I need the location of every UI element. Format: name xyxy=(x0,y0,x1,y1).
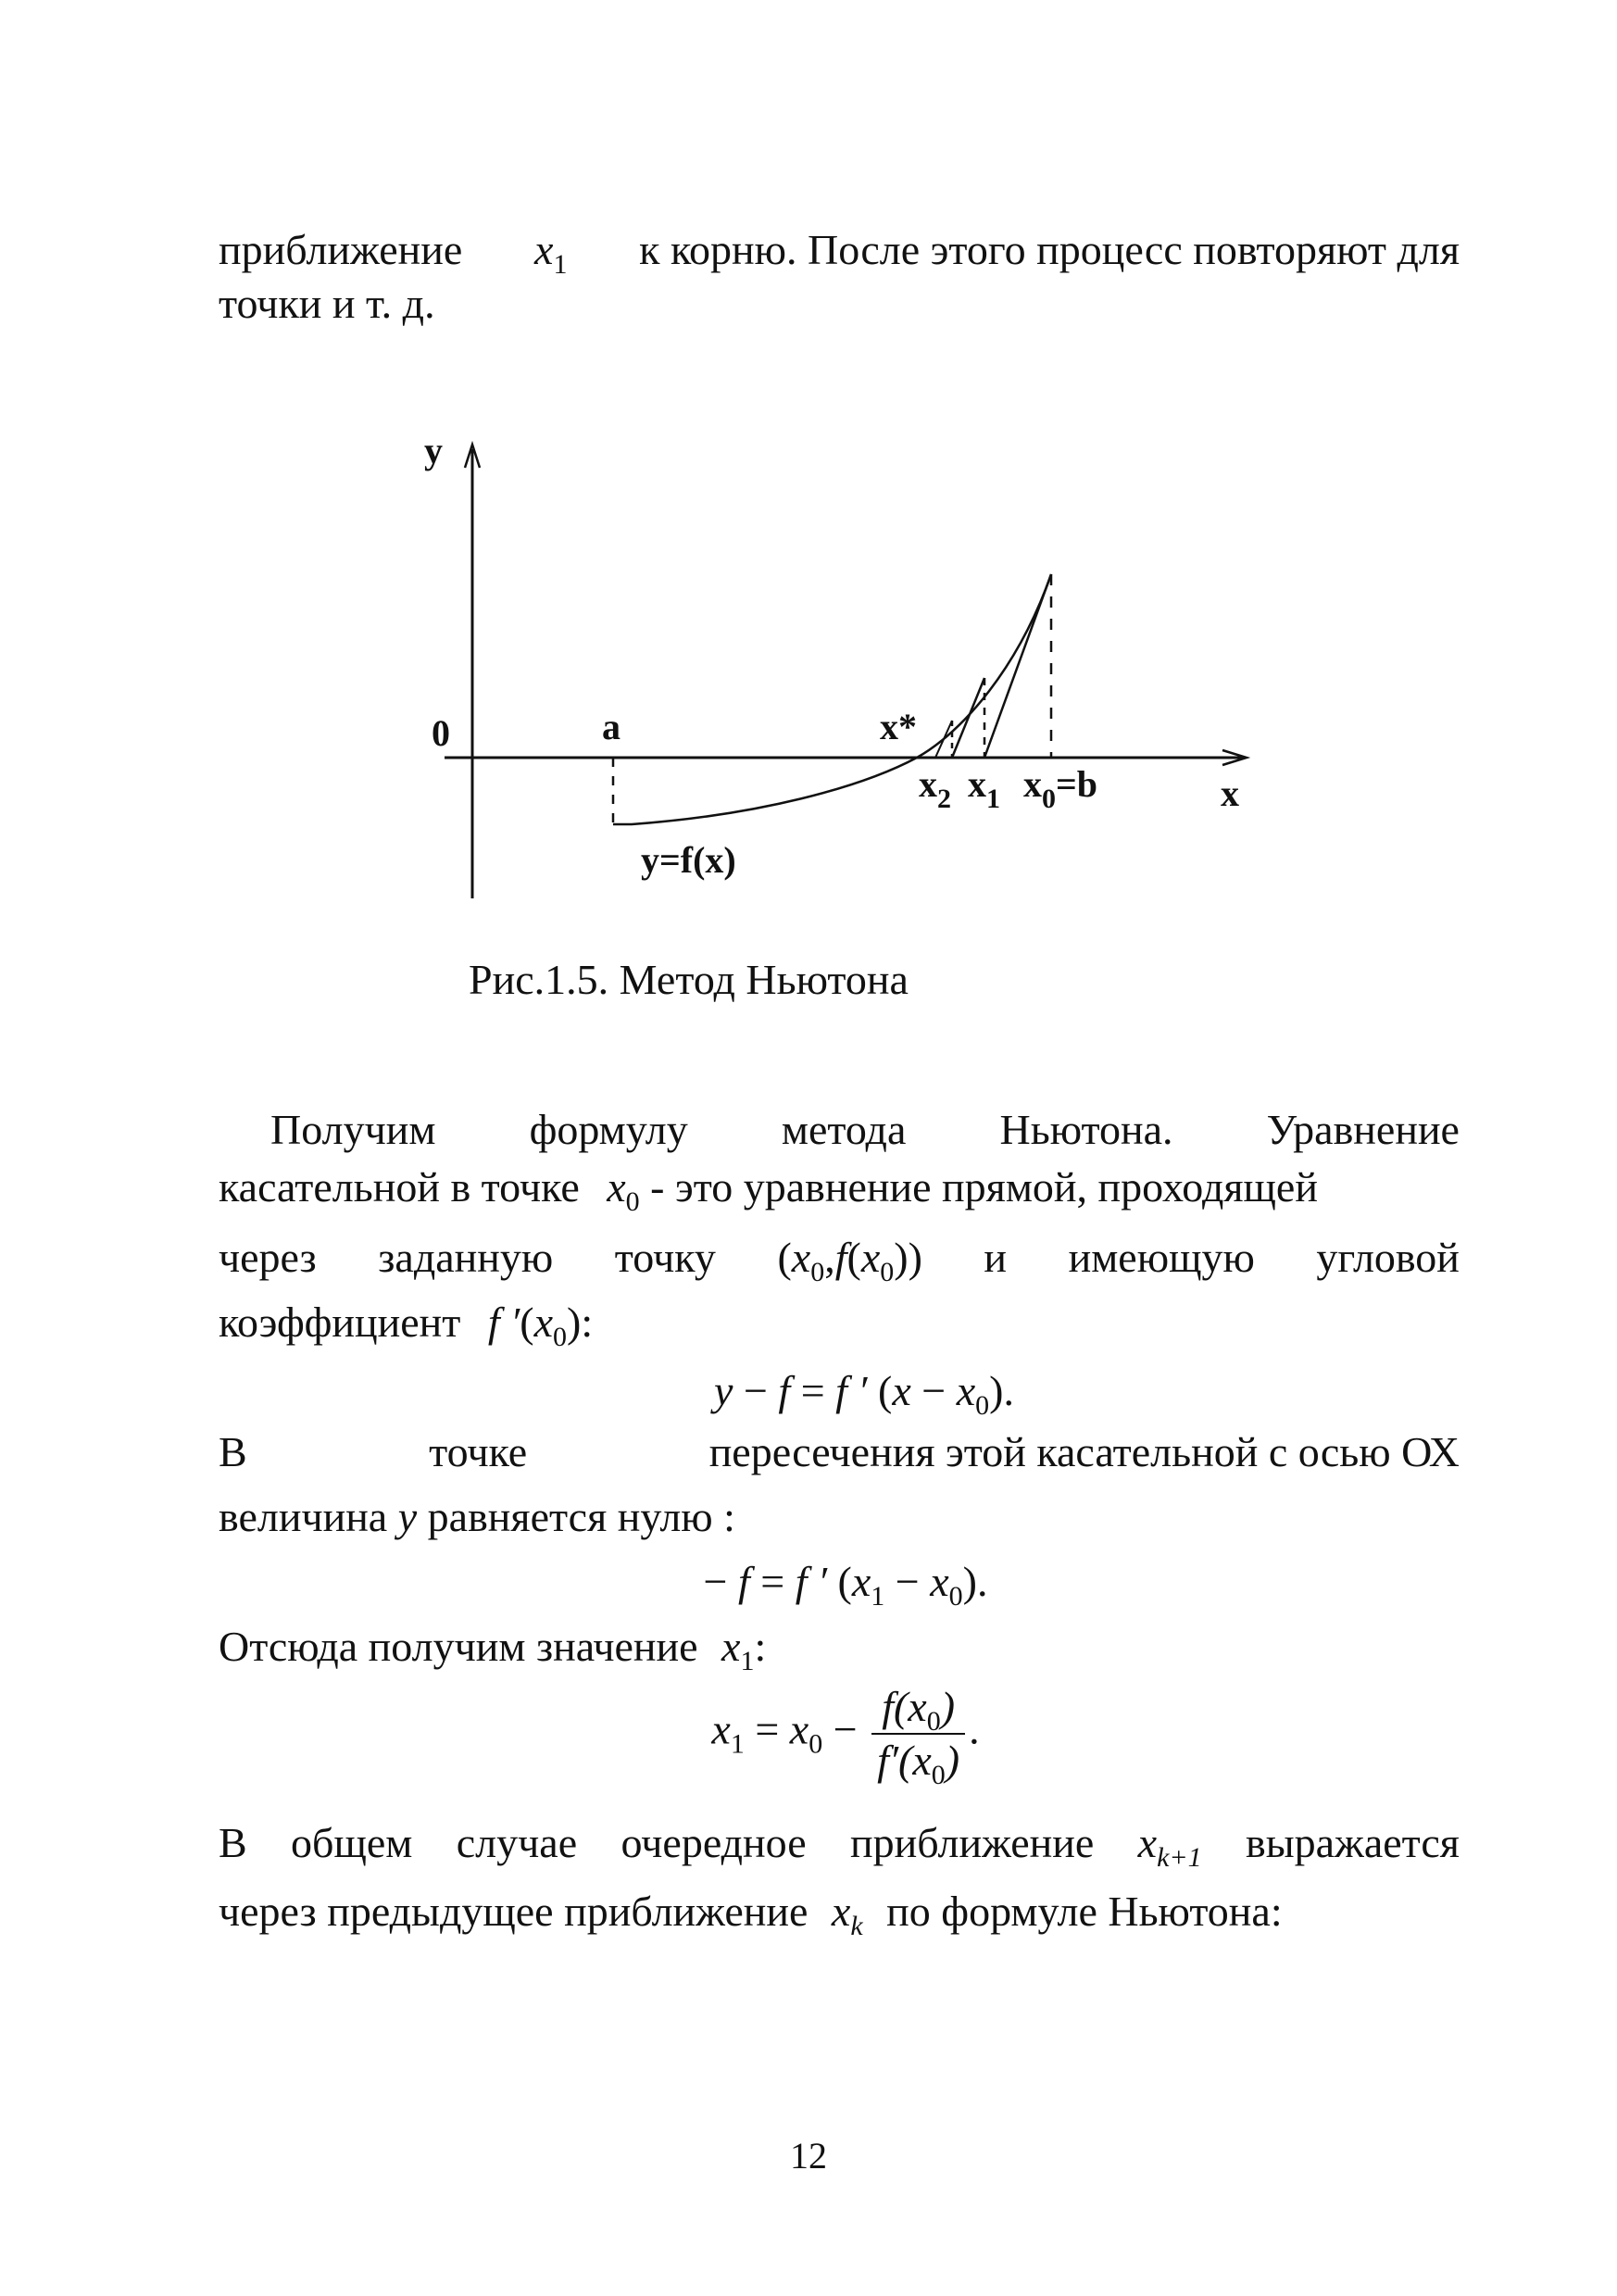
text-run: - это уравнение прямой, проходящей xyxy=(650,1163,1318,1211)
math-minus: − xyxy=(910,1367,957,1414)
text-run: через предыдущее приближение xyxy=(219,1888,808,1935)
fraction-denominator: $f'(x_0)$ xyxy=(877,1737,960,1790)
word: формулу xyxy=(529,1106,688,1153)
math-x0: x xyxy=(956,1367,976,1414)
math-x1-inline: $x_1$ xyxy=(534,226,568,280)
math-close: ) xyxy=(989,1367,1004,1414)
p3-line2 xyxy=(219,1491,1460,1543)
word: заданную xyxy=(378,1234,554,1281)
colon: : xyxy=(754,1623,767,1670)
text-run: по формуле Ньютона: xyxy=(886,1888,1283,1935)
x2-label: $x_2$ xyxy=(919,763,951,814)
function-label: y=f(x) xyxy=(641,839,736,881)
p5-line2 xyxy=(219,1886,1460,1941)
word: Получим xyxy=(270,1106,436,1153)
p1-line2 xyxy=(219,278,1460,330)
math-period: . xyxy=(969,1705,980,1753)
word: выражается xyxy=(1246,1819,1460,1866)
word: Уравнение xyxy=(1266,1106,1460,1153)
math-eq: = xyxy=(760,1558,796,1605)
p3-line1 xyxy=(219,1426,1460,1478)
math-x0-sub: 0 xyxy=(948,1581,963,1612)
fraction-numerator: $f(x_0)$ xyxy=(871,1681,965,1735)
text-run: касательной в точке xyxy=(219,1163,580,1211)
math-x1: x xyxy=(851,1558,871,1605)
equation-newton-x1 xyxy=(37,1681,1617,1790)
math-minus: − xyxy=(733,1367,779,1414)
tangent-at-x1 xyxy=(952,678,984,758)
p2-line1 xyxy=(270,1104,1460,1156)
x0-label: $x_0=b$ xyxy=(1023,763,1098,814)
word: приближение xyxy=(219,226,463,273)
math-x0: x xyxy=(930,1558,949,1605)
math-x: x xyxy=(892,1367,911,1414)
p1-line1-justified xyxy=(219,224,1460,280)
word: с xyxy=(1268,1428,1288,1475)
word: метода xyxy=(781,1106,907,1153)
math-y: y xyxy=(714,1367,733,1414)
word: точку xyxy=(614,1234,716,1281)
math-fprime: f ′ xyxy=(795,1558,828,1605)
text-run: Отсюда получим значение xyxy=(219,1623,698,1670)
word: ОХ xyxy=(1401,1428,1460,1475)
word: осью xyxy=(1297,1428,1391,1475)
word: Ньютона. xyxy=(999,1106,1173,1153)
p1-line1 xyxy=(219,224,1460,280)
colon: : xyxy=(581,1299,594,1346)
x1-label: $x_1$ xyxy=(968,763,1000,814)
word: коэффициент xyxy=(219,1299,461,1346)
word: и xyxy=(984,1234,1008,1281)
math-y: y xyxy=(397,1493,418,1540)
equation-intersection xyxy=(37,1556,1617,1612)
word: общем xyxy=(291,1819,413,1866)
math-x0-sub: 0 xyxy=(975,1390,990,1421)
word: В xyxy=(219,1819,247,1866)
word: касательной xyxy=(1036,1428,1259,1475)
a-label: a xyxy=(602,706,620,747)
math-fprime: f $'(x_0)$ xyxy=(487,1299,582,1352)
origin-label: 0 xyxy=(432,712,450,754)
p2-line4 xyxy=(219,1297,1460,1352)
math-eq: = xyxy=(800,1367,836,1414)
math-fraction xyxy=(871,1681,965,1790)
word: В xyxy=(219,1428,247,1475)
word: этой xyxy=(945,1428,1026,1475)
word: очередное xyxy=(620,1819,807,1866)
newton-method-figure xyxy=(407,426,1260,926)
p5-line1 xyxy=(219,1817,1460,1873)
math-period: . xyxy=(1003,1367,1014,1414)
math-x0-inline: $x_0$ xyxy=(607,1163,640,1217)
math-f: f xyxy=(778,1367,791,1414)
word: имеющую xyxy=(1068,1234,1255,1281)
p4-line xyxy=(219,1621,1460,1676)
math-fprime: f ′ xyxy=(835,1367,868,1414)
word: точки xyxy=(219,280,322,327)
math-open: ( xyxy=(878,1367,893,1414)
word: угловой xyxy=(1316,1234,1460,1281)
math-x1: x xyxy=(711,1705,731,1753)
math-period: . xyxy=(976,1558,988,1605)
word: приближение xyxy=(850,1819,1095,1866)
math-xk1: $x_{k+1}$ xyxy=(1137,1819,1202,1873)
y-axis-label: y xyxy=(424,430,443,471)
p2-line2 xyxy=(219,1161,1460,1217)
math-minus: − xyxy=(822,1705,869,1753)
math-close: ) xyxy=(962,1558,977,1605)
x-axis-label: x xyxy=(1221,772,1239,814)
equation-tangent xyxy=(56,1365,1617,1421)
p2-line3 xyxy=(219,1232,1460,1287)
word: через xyxy=(219,1234,317,1281)
math-point: $(x_0,f(x_0))$ xyxy=(777,1234,922,1287)
word: случае xyxy=(456,1819,578,1866)
page-number: 12 xyxy=(790,2135,827,2177)
word: пересечения xyxy=(708,1428,935,1475)
math-eq: = xyxy=(744,1705,790,1753)
root-label: x* xyxy=(880,706,917,747)
text-run: к корню. После этого процесс повторяют для xyxy=(639,226,1460,273)
math-minus: − xyxy=(884,1558,931,1605)
word: величина xyxy=(219,1493,388,1540)
tangent-at-x2 xyxy=(935,721,952,758)
math-minus: − xyxy=(703,1558,738,1605)
text-run: и т. д. xyxy=(332,280,435,327)
word: точке xyxy=(429,1428,528,1475)
math-f: f xyxy=(737,1558,750,1605)
math-x1-inline: $x_1$ xyxy=(721,1623,755,1676)
math-x1-sub: 1 xyxy=(730,1728,745,1760)
math-x0-sub: 0 xyxy=(808,1728,823,1760)
text-run: равняется нулю : xyxy=(427,1493,735,1540)
math-x1-sub: 1 xyxy=(871,1581,885,1612)
figure-caption: Рис.1.5. Метод Ньютона xyxy=(469,956,909,1003)
math-xk: $x_k$ xyxy=(831,1888,863,1941)
tangent-at-x0 xyxy=(984,574,1051,758)
math-x0: x xyxy=(789,1705,809,1753)
math-open: ( xyxy=(837,1558,852,1605)
